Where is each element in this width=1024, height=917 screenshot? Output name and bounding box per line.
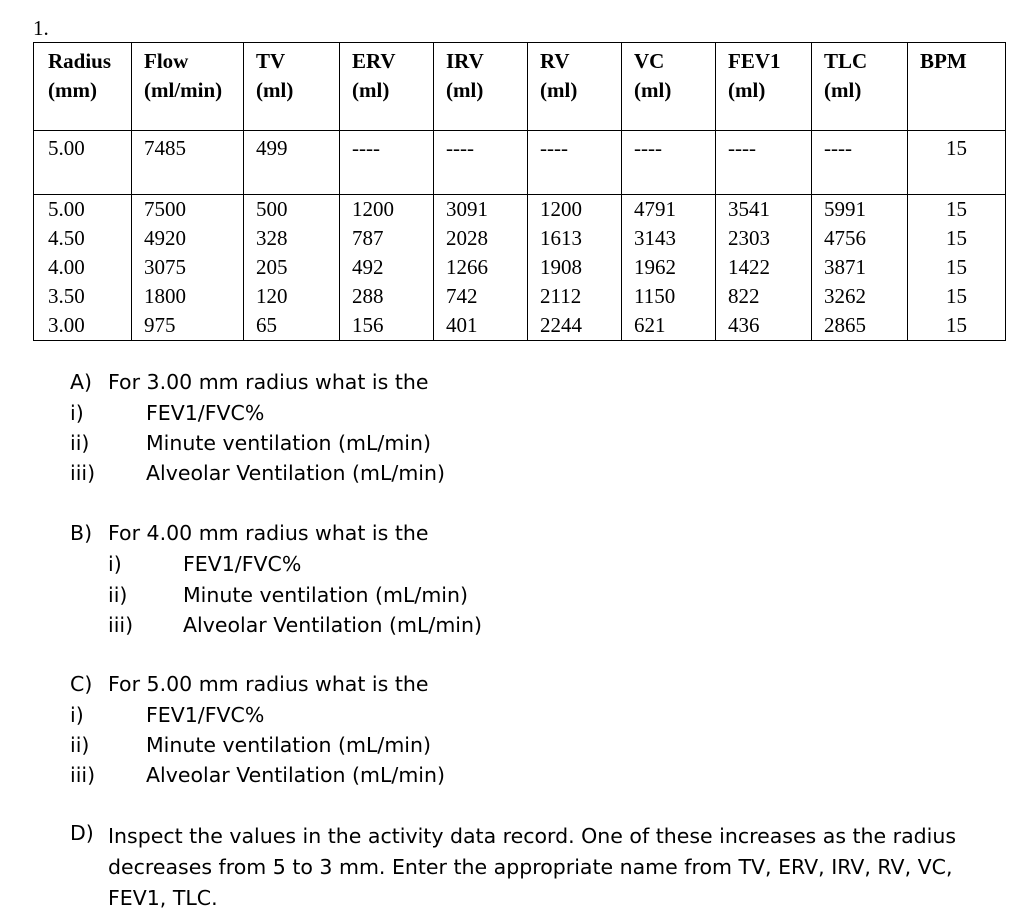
question-c-label: C) — [70, 672, 93, 696]
table-cell: ---- — [528, 131, 622, 195]
question-b-item-num: ii) — [108, 583, 128, 607]
header-rv: RV (ml) — [528, 43, 622, 131]
table-cell: 328 — [244, 224, 340, 253]
table-cell: 492 — [340, 253, 434, 282]
table-row — [34, 282, 1006, 311]
table-cell: 5.00 — [34, 131, 132, 195]
question-a-label: A) — [70, 370, 93, 394]
respiratory-data-table — [33, 42, 1006, 341]
question-c-item-text: FEV1/FVC% — [146, 703, 265, 727]
table-cell: 2303 — [716, 224, 812, 253]
table-cell: 4920 — [132, 224, 244, 253]
question-c-item-num: iii) — [70, 763, 96, 787]
table-cell: 1266 — [434, 253, 528, 282]
question-a-item-num: ii) — [70, 431, 90, 455]
question-a-prompt: For 3.00 mm radius what is the — [108, 370, 429, 394]
table-cell: 1200 — [340, 195, 434, 225]
header-flow: Flow (ml/min) — [132, 43, 244, 131]
question-d-label: D) — [70, 821, 94, 845]
table-cell: 1422 — [716, 253, 812, 282]
table-cell: 7485 — [132, 131, 244, 195]
question-b-label: B) — [70, 521, 93, 545]
table-cell: 1908 — [528, 253, 622, 282]
table-cell: 436 — [716, 311, 812, 341]
question-a-item-text: Alveolar Ventilation (mL/min) — [146, 461, 445, 485]
table-cell: 15 — [908, 131, 1006, 195]
question-d-text: Inspect the values in the activity data record. One of these increases as the radius decreases from 5 to 3 mm. Enter the appropriate name from TV, ERV, IRV, RV, VC, FEV1, TLC. — [108, 824, 957, 910]
table-cell: 3143 — [622, 224, 716, 253]
table-cell: 15 — [908, 253, 1006, 282]
table-cell: 120 — [244, 282, 340, 311]
table-cell: 3.50 — [34, 282, 132, 311]
question-b-prompt: For 4.00 mm radius what is the — [108, 521, 429, 545]
question-a-item-num: iii) — [70, 461, 96, 485]
table-cell: 156 — [340, 311, 434, 341]
question-a-item-text: FEV1/FVC% — [146, 401, 265, 425]
table-cell: 2028 — [434, 224, 528, 253]
table-cell: 822 — [716, 282, 812, 311]
table-cell: 787 — [340, 224, 434, 253]
table-cell: 15 — [908, 224, 1006, 253]
table-cell: 742 — [434, 282, 528, 311]
header-radius: Radius (mm) — [34, 43, 132, 131]
question-b-item-num: iii) — [108, 613, 134, 637]
baseline-row — [34, 131, 1006, 195]
table-cell: 15 — [908, 311, 1006, 341]
table-row — [34, 195, 1006, 225]
question-b-item-text: Minute ventilation (mL/min) — [183, 583, 468, 607]
table-header-row — [34, 43, 1006, 131]
table-cell: 975 — [132, 311, 244, 341]
header-bpm: BPM — [908, 43, 1006, 131]
table-cell: ---- — [622, 131, 716, 195]
table-cell: 2112 — [528, 282, 622, 311]
table-cell: 1200 — [528, 195, 622, 225]
table-cell: 205 — [244, 253, 340, 282]
table-cell: 65 — [244, 311, 340, 341]
table-cell: 15 — [908, 282, 1006, 311]
question-b-item-text: Alveolar Ventilation (mL/min) — [183, 613, 482, 637]
table-cell: 499 — [244, 131, 340, 195]
table-cell: 3.00 — [34, 311, 132, 341]
table-cell: 1800 — [132, 282, 244, 311]
question-a-item-text: Minute ventilation (mL/min) — [146, 431, 431, 455]
question-c-prompt: For 5.00 mm radius what is the — [108, 672, 429, 696]
question-b-item-text: FEV1/FVC% — [183, 552, 302, 576]
table-cell: 288 — [340, 282, 434, 311]
table-cell: 5.00 — [34, 195, 132, 225]
table-cell: 4.00 — [34, 253, 132, 282]
table-cell: 3075 — [132, 253, 244, 282]
table-cell: 4756 — [812, 224, 908, 253]
table-cell: 5991 — [812, 195, 908, 225]
header-irv: IRV (ml) — [434, 43, 528, 131]
question-c-item-text: Alveolar Ventilation (mL/min) — [146, 763, 445, 787]
table-row — [34, 311, 1006, 341]
table-cell: 15 — [908, 195, 1006, 225]
question-c-item-text: Minute ventilation (mL/min) — [146, 733, 431, 757]
table-cell: ---- — [340, 131, 434, 195]
table-cell: 4.50 — [34, 224, 132, 253]
table-cell: ---- — [434, 131, 528, 195]
table-cell: 3541 — [716, 195, 812, 225]
question-c-item-num: i) — [70, 703, 84, 727]
table-cell: ---- — [812, 131, 908, 195]
table-cell: 2865 — [812, 311, 908, 341]
table-cell: 401 — [434, 311, 528, 341]
table-cell: 621 — [622, 311, 716, 341]
table-cell: 4791 — [622, 195, 716, 225]
table-cell: 1150 — [622, 282, 716, 311]
table-cell: 2244 — [528, 311, 622, 341]
table-cell: 3262 — [812, 282, 908, 311]
table-cell: 500 — [244, 195, 340, 225]
header-tv: TV (ml) — [244, 43, 340, 131]
question-a-item-num: i) — [70, 401, 84, 425]
header-fev1: FEV1 (ml) — [716, 43, 812, 131]
table-cell: 3871 — [812, 253, 908, 282]
header-vc: VC (ml) — [622, 43, 716, 131]
table-cell: 7500 — [132, 195, 244, 225]
table-cell: 1613 — [528, 224, 622, 253]
question-number: 1. — [33, 16, 49, 40]
header-tlc: TLC (ml) — [812, 43, 908, 131]
question-c-item-num: ii) — [70, 733, 90, 757]
table-cell: 1962 — [622, 253, 716, 282]
question-b-item-num: i) — [108, 552, 122, 576]
table-row — [34, 253, 1006, 282]
table-cell: 3091 — [434, 195, 528, 225]
header-erv: ERV (ml) — [340, 43, 434, 131]
table-cell: ---- — [716, 131, 812, 195]
table-row — [34, 224, 1006, 253]
